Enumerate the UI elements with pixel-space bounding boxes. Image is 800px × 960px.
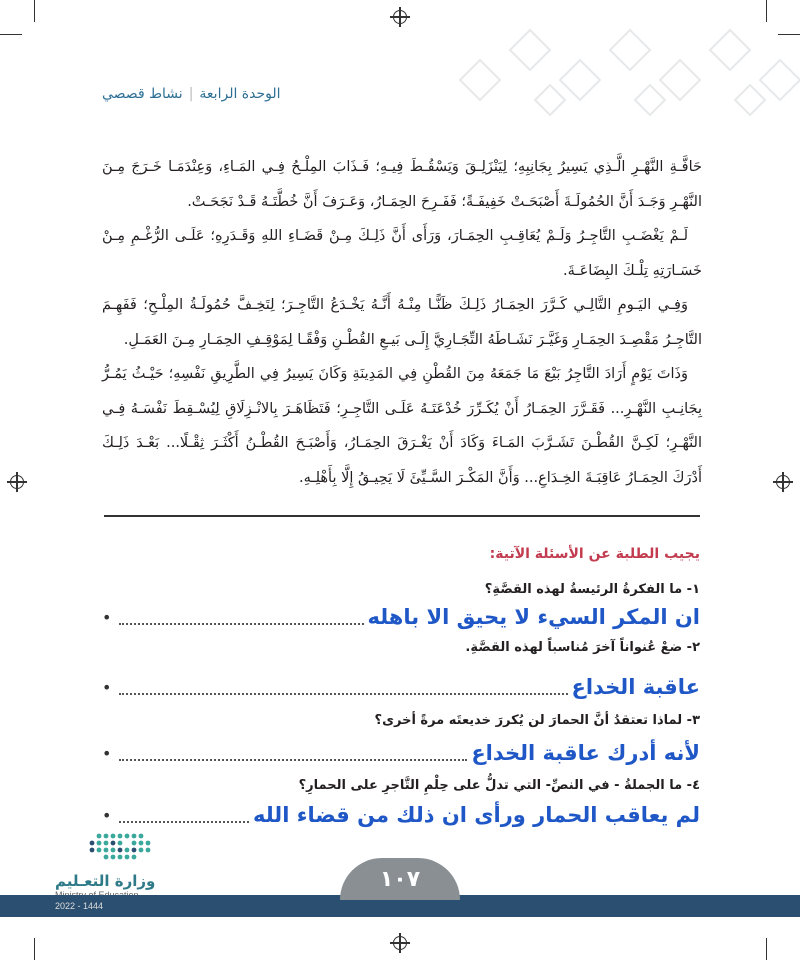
crop-mark	[0, 34, 22, 35]
dotted-line	[119, 821, 249, 823]
question-2: ٢- ضعْ عُنواناً آخرَ مُناسباً لهذه القصَّةِ.	[465, 640, 700, 655]
header-separator: |	[188, 86, 194, 102]
story-paragraph: وَفِـي اليَـومِ التَّالِـي كَـرَّرَ الحِمَـارُ ذَلِـكَ ظَنًّـا مِنْـهُ أَنَّـهُ يَخْـدَعُ التَّاجِـرَ؛ لِتَخِـفَّ حُمُولَـةُ المِلْـحِ؛ فَفَهِـمَ التَّاجِـرُ مَقْصِـدَ الحِمَـارِ وَغَيَّـرَ نَشَـاطَهُ التِّجَـارِيَّ إِلَـى بَيـعِ القُطْـنِ وَفْقًـا لِمَوْقِـفِ الحِمَـارِ مِـنَ العَمَـلِ.	[102, 297, 702, 348]
dotted-line	[119, 759, 467, 761]
question-3: ٣- لماذا تعتقدُ أنَّ الحمارَ لن يُكررَ خديعتَه مرةً أخرى؟	[374, 713, 700, 728]
questions-title: يجيب الطلبة عن الأسئلة الآتية:	[489, 546, 700, 562]
crop-mark	[766, 0, 767, 22]
section-divider	[104, 515, 700, 517]
edition-year: 2022 - 1444	[55, 901, 104, 911]
crop-mark	[34, 0, 35, 22]
bullet-icon: •	[102, 806, 112, 825]
registration-mark-icon	[393, 10, 407, 24]
answer-1: ان المكر السيء لا يحيق الا باهله	[367, 605, 700, 629]
dotted-line	[119, 693, 567, 695]
bullet-icon: •	[102, 608, 112, 627]
story-paragraph: حَافَّـةِ النَّهْـرِ الَّـذِي يَسِيرُ بِجَانِبِهِ؛ لِيَنْزَلِـقَ وَيَسْقُـطَ فِيـهِ؛ فَـذَابَ المِلْـحُ فِـي المَـاءِ، وَعِنْدَمَـا خَـرَجَ مِـنَ النَّهْـرِ وَجَـدَ أَنَّ الحُمُولَـةَ أَصْبَحَـتْ خَفِيفَـةً؛ فَفَـرِحَ الحِمَـارُ، وَعَـرَفَ أَنَّ خُطَّتَـهُ قَـدْ نَجَحَـتْ.	[102, 159, 702, 210]
registration-mark-icon	[393, 936, 407, 950]
page-number: ١٠٧	[340, 858, 460, 900]
story-text	[102, 150, 702, 495]
answer-3: لأنه أدرك عاقبة الخداع	[471, 741, 700, 765]
answer-line-3[interactable]	[102, 738, 700, 766]
answer-line-4[interactable]	[102, 800, 700, 828]
dotted-line	[119, 623, 363, 625]
question-4: ٤- ما الجملةُ - في النصِّ- التي تدلُّ على حِلْمِ التَّاجرِ على الحمارِ؟	[298, 778, 700, 793]
bullet-icon: •	[102, 678, 112, 697]
registration-mark-icon	[776, 475, 790, 489]
decorative-pattern	[440, 20, 800, 130]
answer-line-2[interactable]	[102, 672, 700, 700]
question-1: ١- ما الفكرةُ الرئيسةُ لهذه القصَّةِ؟	[484, 582, 700, 597]
ministry-logo-icon	[54, 830, 154, 870]
registration-mark-icon	[10, 475, 24, 489]
answer-2: عاقبة الخداع	[571, 675, 700, 699]
crop-mark	[34, 938, 35, 960]
bullet-icon: •	[102, 744, 112, 763]
unit-title: الوحدة الرابعة	[199, 86, 281, 102]
story-paragraph: وَذَاتَ يَوْمٍ أَرَادَ التَّاجِرُ بَيْعَ مَا جَمَعَهُ مِنَ القُطْنِ فِي المَدِينَةِ وَكَانَ يَسِيرُ فِي الطَّرِيقِ نَفْسِهِ؛ حَيْـثُ يَمُـرُّ بِجَانِـبِ النَّهْـرِ... فَقَـرَّرَ الحِمَـارُ أَنْ يُكَـرِّرَ خُدْعَتَـهُ عَلَـى التَّاجِـرِ؛ فَتَظَاهَـرَ بِالانْـزِلَاقِ لِيُسْـقِطَ نَفْسَـهُ فِـي النَّهْـرِ؛ لَكِـنَّ القُطْـنَ تَشَـرَّبَ المَـاءَ وَكَادَ أَنْ يَغْـرَقَ الحِمَـارُ، وَأَصْبَـحَ القُطْـنُ أَكْثَـرَ ثِقْـلًا... بَعْـدَ ذَلِـكَ أَدْرَكَ الحِمَـارُ عَاقِبَـةَ الخِـدَاعِ... وَأَنَّ المَكْـرَ السَّـيِّئَ لَا يَحِيـقُ إِلَّا بِأَهْلِـهِ.	[102, 366, 702, 486]
section-title: نشاط قصصي	[102, 86, 183, 102]
answer-4: لم يعاقب الحمار ورأى ان ذلك من قضاء الله	[253, 803, 700, 827]
ministry-name-ar: وزارة التعـليم	[55, 872, 156, 890]
story-paragraph: لَـمْ يَغْضَـبِ التَّاجِـرُ وَلَـمْ يُعَاقِـبِ الحِمَـارَ، وَرَأَى أَنَّ ذَلِـكَ مِـنْ قَضَـاءِ اللهِ وَقَـدَرِهِ؛ عَلَـى الرُّغْـمِ مِـنْ خَسَـارَتِهِ تِلْـكَ البِضَاعَـةَ.	[102, 228, 702, 279]
answer-line-1[interactable]	[102, 602, 700, 630]
crop-mark	[766, 938, 767, 960]
running-header	[102, 86, 281, 102]
